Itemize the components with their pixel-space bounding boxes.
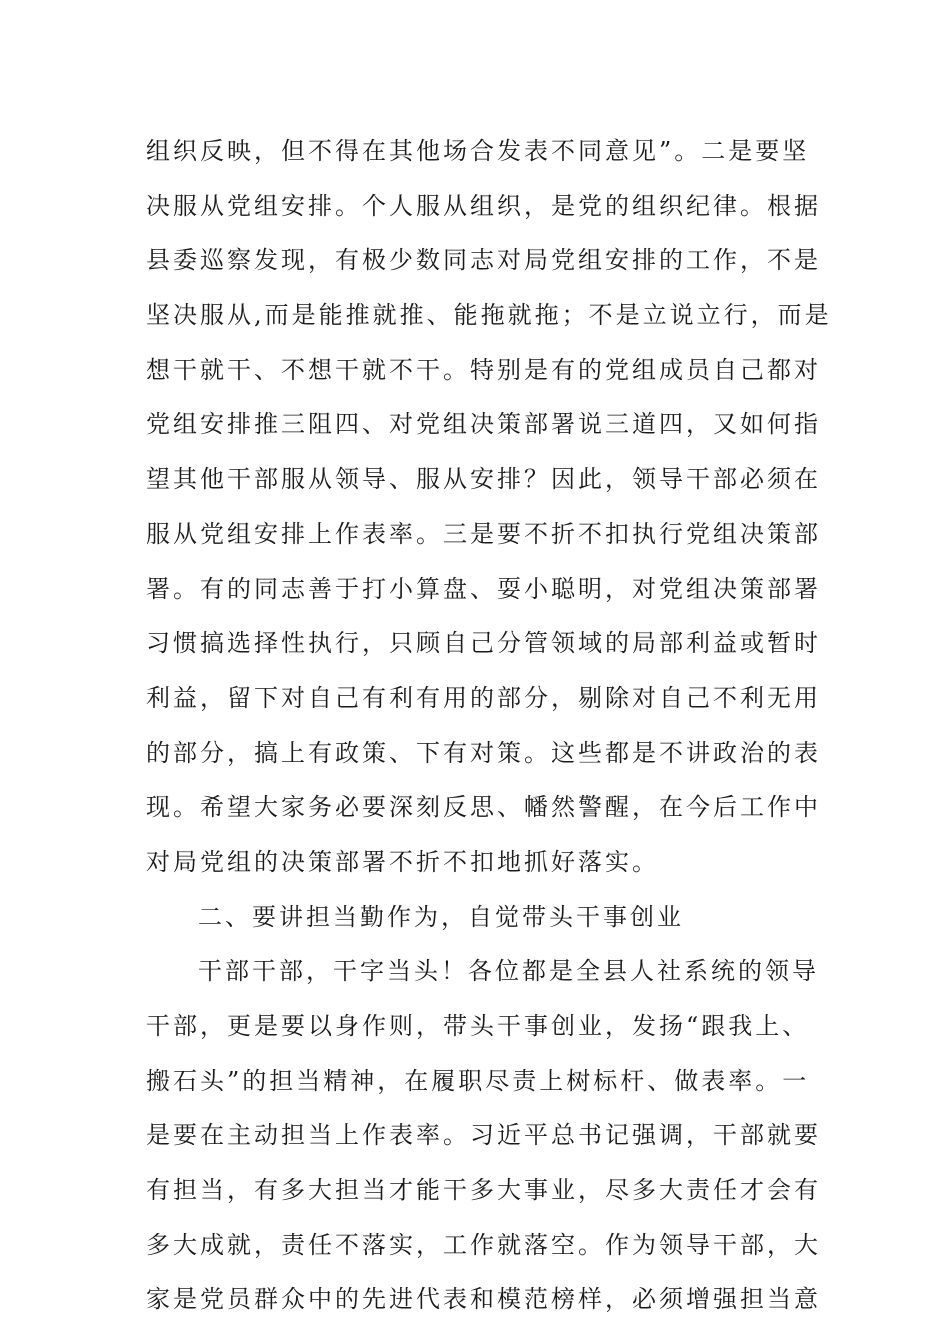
text-line-content: 服从党组安排上作表率。三是要不折不扣执行党组决策部: [146, 519, 821, 548]
text-line: [146, 1054, 810, 1109]
text-line-content: 搬石头”的担当精神，在履职尽责上树标杆、做表率。一: [146, 1066, 810, 1095]
text-line: [146, 452, 821, 507]
text-line: [146, 671, 821, 726]
text-line: [146, 179, 821, 234]
text-line-content: 利益，留下对自己有利有用的部分，剔除对自己不利无用: [146, 683, 821, 712]
text-line: [146, 944, 819, 999]
text-line: [146, 288, 832, 343]
text-line-content: 对局党组的决策部署不折不扣地抓好落实。: [146, 847, 659, 876]
text-line: [146, 1163, 821, 1218]
text-line-content: 现。希望大家务必要深刻反思、幡然警醒，在今后工作中: [146, 793, 821, 822]
section-heading: [146, 890, 806, 945]
body-text: [146, 124, 832, 1327]
text-line: [146, 507, 821, 562]
text-line: [146, 616, 821, 671]
text-line: [146, 343, 821, 398]
text-line-content: 是要在主动担当上作表率。习近平总书记强调，干部就要: [146, 1121, 821, 1150]
text-line-content: 署。有的同志善于打小算盘、耍小聪明，对党组决策部署: [146, 574, 821, 603]
text-line: [146, 1218, 821, 1273]
text-line-content: 县委巡察发现，有极少数同志对局党组安排的工作，不是: [146, 246, 821, 275]
text-line-content: 干部干部，干字当头！各位都是全县人社系统的领导: [198, 957, 819, 986]
text-line-content: 望其他干部服从领导、服从安排？因此，领导干部必须在: [146, 465, 821, 494]
text-line-content: 党组安排推三阻四、对党组决策部署说三道四，又如何指: [146, 410, 821, 439]
text-line-content: 多大成就，责任不落实，工作就落空。作为领导干部，大: [146, 1230, 821, 1259]
text-line: [146, 233, 821, 288]
text-line-content: 有担当，有多大担当才能干多大事业，尽多大责任才会有: [146, 1176, 821, 1205]
section-heading-text: 二、要讲担当勤作为，自觉带头干事创业: [198, 902, 684, 931]
text-line: [146, 835, 806, 890]
text-line-content: 习惯搞选择性执行，只顾自己分管领域的局部利益或暂时: [146, 629, 821, 658]
text-line-content: 坚决服从,而是能推就推、能拖就拖；不是立说立行，而是: [146, 301, 832, 330]
text-line: [146, 780, 821, 835]
text-line-content: 家是党员群众中的先进代表和模范榜样，必须增强担当意: [146, 1285, 821, 1314]
text-line-content: 的部分，搞上有政策、下有对策。这些都是不讲政治的表: [146, 738, 821, 767]
text-line-content: 想干就干、不想干就不干。特别是有的党组成员自己都对: [146, 355, 821, 384]
text-line: [146, 726, 821, 781]
text-line: [146, 124, 810, 179]
text-line-content: 决服从党组安排。个人服从组织，是党的组织纪律。根据: [146, 191, 821, 220]
text-line-content: 干部，更是要以身作则，带头干事创业，发扬“跟我上、: [146, 1012, 810, 1040]
text-line: [146, 562, 821, 617]
text-line: [146, 1272, 821, 1327]
text-line: [146, 397, 821, 452]
text-line: [146, 999, 810, 1054]
text-line: [146, 1108, 821, 1163]
text-line-content: 组织反映，但不得在其他场合发表不同意见”。二是要坚: [146, 137, 810, 165]
